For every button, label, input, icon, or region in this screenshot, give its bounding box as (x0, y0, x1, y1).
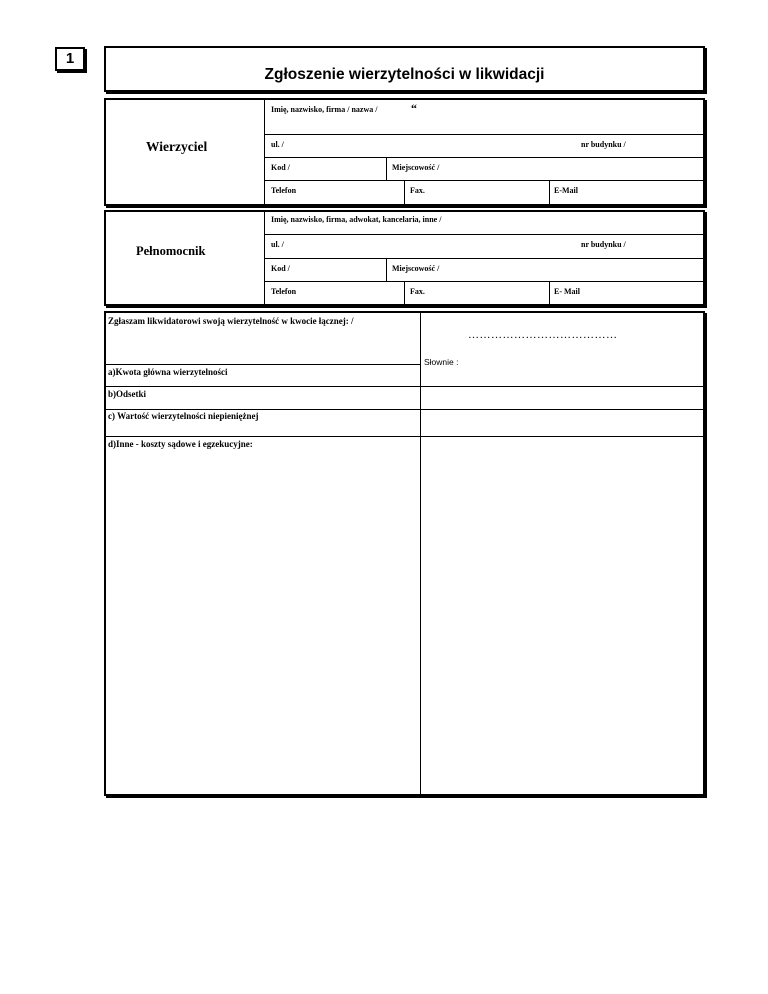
creditor-email-field[interactable] (550, 181, 703, 204)
creditor-city-label: Miejscowość / (392, 163, 440, 172)
creditor-city-field[interactable] (387, 158, 703, 180)
creditor-fax-field[interactable] (405, 181, 549, 204)
total-amount-dots: ………………………………… (468, 329, 618, 341)
creditor-phone-field[interactable] (265, 181, 404, 204)
proxy-phone-label: Telefon (271, 287, 297, 296)
creditor-street-label: ul. / (271, 140, 284, 149)
page-title: Zgłoszenie wierzytelności w likwidacji (264, 66, 545, 83)
proxy-fax-field[interactable] (405, 282, 549, 304)
creditor-name-label: Imię, nazwisko, firma / nazwa / (271, 105, 378, 114)
nonmonetary-label: c) Wartość wierzytelności niepieniężnej (108, 411, 259, 421)
proxy-building-label: nr budynku / (581, 240, 626, 249)
other-costs-label: d)Inne - koszty sądowe i egzekucyjne: (108, 439, 253, 449)
proxy-label: Pełnomocnik (136, 244, 206, 258)
creditor-label: Wierzyciel (146, 139, 208, 154)
creditor-email-label: E-Mail (554, 186, 578, 195)
page-number-box (55, 47, 85, 71)
proxy-name-label: Imię, nazwisko, firma, adwokat, kancelaria, inne / (271, 215, 442, 224)
creditor-phone-label: Telefon (271, 186, 297, 195)
creditor-name-field[interactable] (265, 100, 703, 134)
proxy-street-field[interactable] (265, 235, 703, 258)
title-box (104, 46, 705, 92)
page-number: 1 (65, 50, 75, 67)
proxy-city-field[interactable] (387, 259, 703, 281)
creditor-section (104, 98, 705, 206)
principal-label: a)Kwota główna wierzytelności (108, 367, 228, 377)
proxy-postal-label: Kod / (271, 264, 290, 273)
interest-label: b)Odsetki (108, 389, 147, 399)
interest-amount-field[interactable] (421, 387, 703, 409)
proxy-section (104, 210, 705, 306)
other-costs-field[interactable] (421, 437, 703, 794)
proxy-city-label: Miejscowość / (392, 264, 440, 273)
proxy-email-label: E- Mail (554, 287, 580, 296)
claim-section (104, 311, 705, 796)
in-words-label: Słownie : (424, 357, 459, 367)
principal-amount-field[interactable] (421, 365, 703, 386)
proxy-email-field[interactable] (550, 282, 703, 304)
creditor-name-mark: “ (411, 101, 417, 115)
proxy-phone-field[interactable] (265, 282, 404, 304)
proxy-fax-label: Fax. (410, 287, 425, 296)
creditor-postal-label: Kod / (271, 163, 290, 172)
creditor-building-label: nr budynku / (581, 140, 626, 149)
creditor-postal-field[interactable] (265, 158, 386, 180)
proxy-street-label: ul. / (271, 240, 284, 249)
nonmonetary-amount-field[interactable] (421, 410, 703, 436)
proxy-postal-field[interactable] (265, 259, 386, 281)
claim-statement: Zgłaszam likwidatorowi swoją wierzytelność w kwocie łącznej: / (108, 316, 354, 326)
proxy-name-field[interactable] (265, 212, 703, 234)
creditor-fax-label: Fax. (410, 186, 425, 195)
creditor-street-field[interactable] (265, 135, 703, 157)
